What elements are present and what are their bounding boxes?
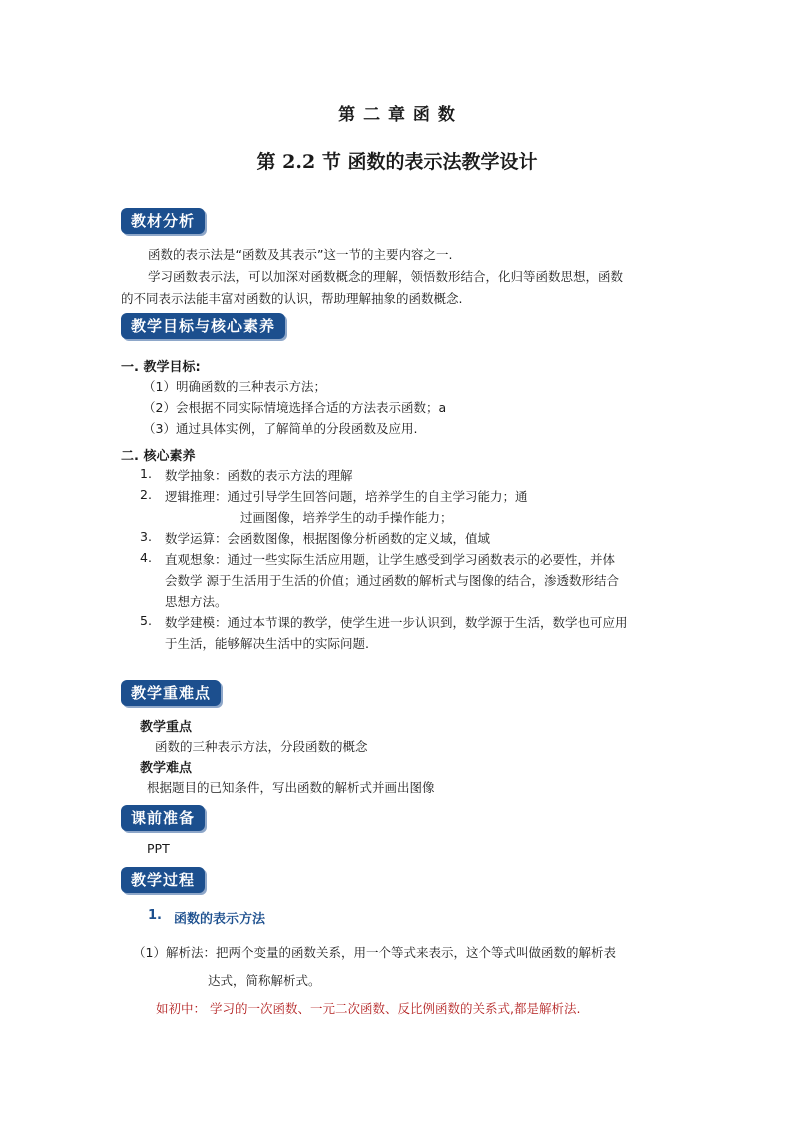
goal-item-2: （2）会根据不同实际情境选择合适的方法表示函数；a: [143, 400, 447, 415]
literacy-5-line-1: 数学建模：通过本节课的教学，使学生进一步认识到，数学源于生活，数学也可应用: [165, 615, 628, 630]
focus-label: 教学重点: [140, 720, 193, 735]
literacy-heading: 二. 核心素养: [121, 449, 196, 464]
literacy-4-line-1: 直观想象：通过一些实际生活应用题，让学生感受到学习函数表示的必要性，并体: [165, 552, 616, 567]
goal-item-1: （1）明确函数的三种表示方法；: [143, 379, 326, 394]
analysis-badge: 教材分析: [121, 208, 205, 234]
goal-item-3: （3）通过具体实例，了解简单的分段函数及应用.: [143, 421, 418, 436]
difficulty-label: 教学难点: [140, 761, 193, 776]
process-p1a: （1）解析法：把两个变量的函数关系，用一个等式来表示，这个等式叫做函数的解析表: [133, 945, 616, 960]
literacy-2-line-2: 过画图像，培养学生的动手操作能力；: [240, 510, 453, 525]
keypoints-badge: 教学重难点: [121, 680, 221, 706]
process-p1b: 达式，简称解析式。: [208, 973, 321, 988]
prep-badge: 课前准备: [121, 805, 205, 831]
prep-text: PPT: [147, 841, 170, 856]
difficulty-text: 根据题目的已知条件，写出函数的解析式并画出图像: [147, 780, 435, 795]
goals-heading: 一. 教学目标:: [121, 360, 201, 375]
analysis-p2a: 学习函数表示法，可以加深对函数概念的理解，领悟数形结合，化归等函数思想，函数: [148, 269, 624, 284]
analysis-p1: 函数的表示法是“函数及其表示”这一节的主要内容之一.: [148, 247, 453, 262]
chapter-title: 第 二 章 函 数: [338, 105, 456, 125]
focus-text: 函数的三种表示方法，分段函数的概念: [155, 739, 368, 754]
step-title: 函数的表示方法: [174, 912, 266, 927]
process-example: 如初中： 学习的一次函数、一元二次函数、反比例函数的关系式,都是解析法.: [156, 1001, 581, 1016]
literacy-3-line-1: 数学运算：会函数图像，根据图像分析函数的定义域，值域: [165, 531, 491, 546]
literacy-num-1: 1.: [140, 466, 152, 481]
literacy-1-line-1: 数学抽象：函数的表示方法的理解: [165, 468, 353, 483]
process-badge: 教学过程: [121, 867, 205, 893]
literacy-num-2: 2.: [140, 487, 152, 502]
goals-badge: 教学目标与核心素养: [121, 313, 285, 339]
step-num: 1.: [148, 908, 162, 923]
literacy-5-line-2: 于生活，能够解决生活中的实际问题.: [165, 636, 369, 651]
literacy-2-line-1: 逻辑推理：通过引导学生回答问题，培养学生的自主学习能力；通: [165, 489, 528, 504]
literacy-4-line-3: 思想方法。: [165, 594, 228, 609]
section-title: 第 2.2 节 函数的表示法教学设计: [256, 151, 538, 173]
literacy-4-line-2: 会数学 源于生活用于生活的价值；通过函数的解析式与图像的结合，渗透数形结合: [165, 573, 619, 588]
analysis-p2b: 的不同表示法能丰富对函数的认识，帮助理解抽象的函数概念.: [121, 291, 463, 306]
literacy-num-5: 5.: [140, 613, 152, 628]
literacy-num-4: 4.: [140, 550, 152, 565]
literacy-num-3: 3.: [140, 529, 152, 544]
